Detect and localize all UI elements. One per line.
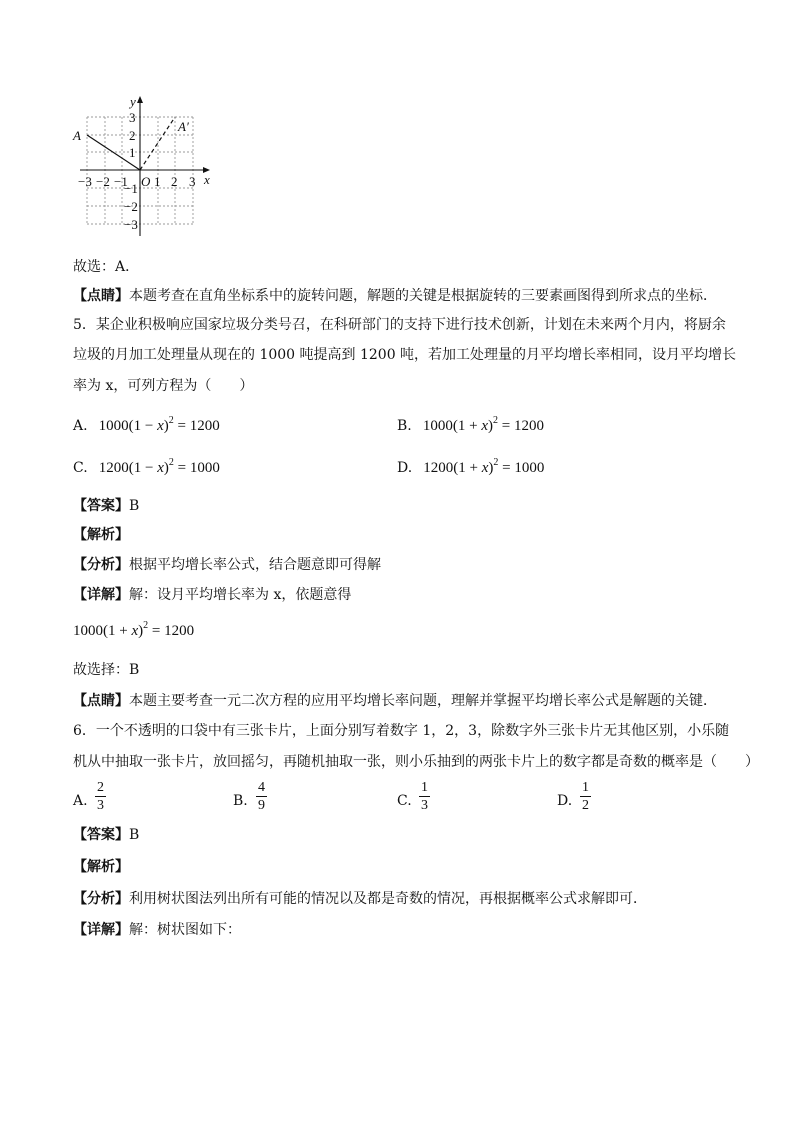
denominator: 3	[97, 798, 104, 813]
point-a-label: A	[73, 128, 81, 143]
answer-tag: 【答案】	[73, 827, 129, 843]
numerator: 4	[258, 780, 265, 795]
y-tick-label: 3	[129, 110, 136, 125]
q6-option-d-fraction	[580, 780, 591, 813]
q5-stem-line2: 垃圾的月加工处理量从现在的 1000 吨提高到 1200 吨，若加工处理量的月平均增长率相同，设月平均增长	[73, 347, 737, 363]
y-tick-label: −2	[124, 199, 138, 214]
q4-choice: 故选：A．	[73, 259, 140, 275]
origin-label: O	[141, 174, 151, 189]
x-tick-label: 1	[154, 174, 161, 189]
y-axis-arrow	[137, 96, 143, 103]
y-tick-label: −1	[124, 181, 138, 196]
x-tick-label: −2	[96, 174, 110, 189]
x-tick-label: 2	[171, 174, 178, 189]
y-tick-label: 2	[129, 128, 136, 143]
option-label: B.	[233, 793, 248, 809]
fenxi-text: 利用树状图法列出所有可能的情况以及都是奇数的情况，再根据概率公式求解即可．	[129, 891, 647, 907]
q6-answer	[73, 826, 139, 844]
q6-stem-line1: 6．一个不透明的口袋中有三张卡片，上面分别写着数字 1，2，3，除数字外三张卡片无其他区别，小乐随	[73, 723, 730, 739]
option-equation: $1000(1 + x)^2 = 1200$	[422, 415, 544, 434]
answer-value: B	[129, 498, 140, 514]
q5-xiangjie	[73, 586, 351, 604]
numerator: 2	[97, 780, 104, 795]
q6-fenxi	[73, 890, 647, 908]
y-axis-label: y	[130, 94, 136, 109]
y-tick-label: 1	[129, 145, 136, 160]
answer-tag: 【答案】	[73, 498, 129, 514]
xiangjie-tag: 【详解】	[73, 587, 129, 603]
option-label: C.	[397, 793, 412, 809]
option-label: B.	[397, 418, 412, 434]
q6-stem-line2: 机从中抽取一张卡片，放回摇匀，再随机抽取一张，则小乐抽到的两张卡片上的数字都是奇数的概率是（ ）	[73, 754, 759, 770]
option-label: D.	[557, 793, 573, 809]
dianjing-text: 本题考查在直角坐标系中的旋转问题，解题的关键是根据旋转的三要素画图得到所求点的坐标．	[129, 288, 717, 304]
q5-choice: 故选择：B	[73, 662, 140, 678]
x-tick-label: −1	[114, 174, 128, 189]
coordinate-figure	[68, 92, 228, 242]
denominator: 2	[582, 798, 589, 813]
y-tick-label: −3	[124, 217, 138, 232]
denominator: 3	[421, 798, 428, 813]
q5-equation: $1000(1 + x)^2 = 1200$	[73, 620, 195, 639]
xiangjie-tag: 【详解】	[73, 922, 129, 938]
fenxi-tag: 【分析】	[73, 891, 129, 907]
fenxi-text: 根据平均增长率公式，结合题意即可得解	[129, 557, 381, 573]
dianjing-text: 本题主要考查一元二次方程的应用平均增长率问题，理解并掌握平均增长率公式是解题的关键．	[129, 693, 717, 709]
option-label: C.	[73, 460, 88, 476]
q5-answer	[73, 497, 139, 515]
q5-option-d	[397, 457, 544, 477]
q5-option-a	[73, 415, 220, 435]
q5-dianjing	[73, 692, 717, 710]
q6-option-b-fraction	[256, 780, 267, 813]
q5-option-c	[73, 457, 220, 477]
q4-dianjing	[73, 287, 717, 305]
option-equation: $1200(1 + x)^2 = 1000$	[423, 457, 545, 476]
dianjing-tag: 【点睛】	[73, 693, 129, 709]
q5-fenxi	[73, 556, 381, 574]
q5-stem-line1: 5．某企业积极响应国家垃圾分类号召，在科研部门的支持下进行技术创新，计划在未来两个月内，将厨余	[73, 317, 726, 333]
q5-option-b	[397, 415, 544, 435]
dianjing-tag: 【点睛】	[73, 288, 129, 304]
q6-jiexi-tag: 【解析】	[73, 859, 129, 875]
option-label: D.	[397, 460, 413, 476]
x-axis-label: x	[204, 172, 210, 187]
option-equation: $1200(1 - x)^2 = 1000$	[98, 457, 220, 476]
x-tick-label: −3	[78, 174, 92, 189]
answer-value: B	[129, 827, 140, 843]
x-tick-label: 3	[189, 174, 196, 189]
xiangjie-text: 解：设月平均增长率为 x，依题意得	[129, 587, 352, 603]
segment-oa-prime	[140, 117, 175, 170]
numerator: 1	[421, 780, 428, 795]
point-a-prime-label: A′	[178, 119, 189, 134]
fenxi-tag: 【分析】	[73, 557, 129, 573]
option-label: A.	[73, 418, 88, 434]
xiangjie-text: 解：树状图如下：	[129, 922, 241, 938]
option-equation: $1000(1 - x)^2 = 1200$	[98, 415, 220, 434]
q6-option-c-fraction	[419, 780, 430, 813]
q5-jiexi-tag: 【解析】	[73, 527, 129, 543]
q6-xiangjie	[73, 921, 241, 939]
denominator: 9	[258, 798, 265, 813]
q6-option-a-fraction	[95, 780, 106, 813]
numerator: 1	[582, 780, 589, 795]
q5-stem-line3: 率为 x，可列方程为（ ）	[73, 378, 254, 394]
option-label: A.	[73, 793, 88, 809]
